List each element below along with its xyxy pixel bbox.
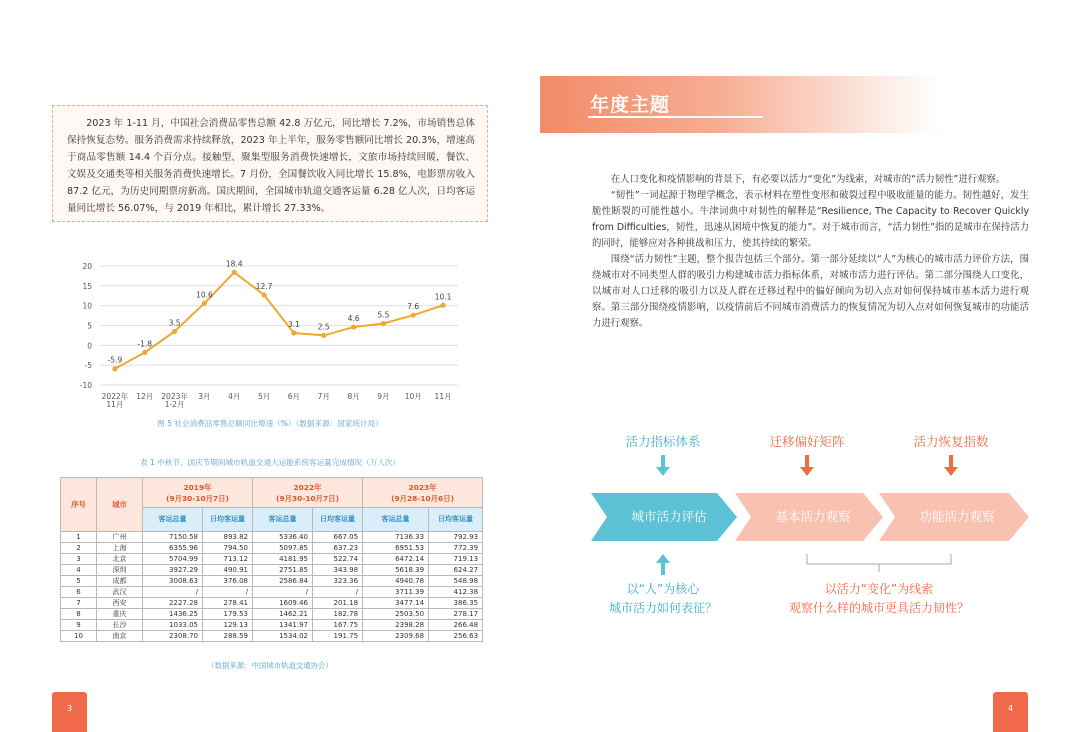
data-label: 5.5 (377, 310, 390, 320)
cell-value: 191.75 (313, 631, 363, 642)
cell-city: 成都 (97, 576, 143, 587)
cell-value: 624.27 (429, 565, 483, 576)
data-label: 10.6 (196, 290, 213, 300)
cell-value: 1436.25 (143, 609, 203, 620)
cell-seq: 4 (61, 565, 97, 576)
table-row (61, 598, 483, 609)
cell-value: 5336.40 (253, 532, 313, 543)
table-row (61, 554, 483, 565)
cell-value: 288.59 (203, 631, 253, 642)
cell-value: 1609.46 (253, 598, 313, 609)
subheader-daily: 日均客运量 (429, 508, 483, 532)
cell-value: 3008.63 (143, 576, 203, 587)
header-period-2022: 2022年 (9月30-10月7日) (253, 478, 363, 508)
cell-city: 上海 (97, 543, 143, 554)
intro-text-box (52, 105, 488, 222)
cell-value: 167.75 (313, 620, 363, 631)
x-tick-label: 1-2月 (164, 400, 185, 409)
x-tick-label: 2022年 (101, 392, 129, 401)
cell-value: 182.78 (313, 609, 363, 620)
cell-value: 2308.70 (143, 631, 203, 642)
theme-title: 年度主题 (590, 94, 671, 116)
flow-top-label: 活力恢复指数 (913, 434, 989, 449)
cell-value: 6355.96 (143, 543, 203, 554)
x-tick-label: 3月 (198, 392, 211, 401)
cell-value: 412.38 (429, 587, 483, 598)
cell-value: 5618.39 (363, 565, 429, 576)
theme-paragraph: 在人口变化和疫情影响的背景下，有必要以活力“变化”为线索，对城市的“活力韧性”进行观察。 (610, 174, 1006, 185)
table-body (61, 532, 483, 642)
x-tick-label: 2023年 (161, 392, 188, 401)
x-tick-label: 5月 (257, 392, 271, 401)
cell-value: 637.23 (313, 543, 363, 554)
cell-value: 3711.39 (363, 587, 429, 598)
cell-value: 6951.53 (363, 543, 429, 554)
y-tick-label: 5 (87, 321, 92, 331)
table-title: 表 1 中秋节、国庆节期间城市轨道交通大运能系统客运量完成情况（万人次） (139, 458, 401, 467)
data-label: 2.5 (317, 322, 330, 332)
arrow-up-icon (656, 554, 670, 575)
arrow-down-icon (944, 455, 958, 476)
data-label: 7.6 (407, 302, 420, 312)
flow-step-label: 功能活力观察 (919, 509, 995, 524)
series-line (115, 272, 443, 368)
theme-underline (588, 116, 763, 118)
data-point (202, 301, 207, 306)
x-tick-label: 7月 (317, 392, 330, 401)
page-number-right: 4 (993, 692, 1028, 732)
y-tick-label: 20 (82, 262, 92, 271)
retail-growth-line-chart (58, 250, 468, 415)
cell-value: 7150.58 (143, 532, 203, 543)
cell-city: 西安 (97, 598, 143, 609)
flow-bottom-label: 以活力“变化”为线索 (824, 582, 934, 596)
x-tick-label: 10月 (404, 392, 422, 401)
data-label: 3.1 (287, 320, 300, 330)
cell-value: 667.05 (313, 532, 363, 543)
flow-bottom-label: 观察什么样的城市更具活力韧性？ (788, 601, 970, 615)
cell-value: 719.13 (429, 554, 483, 565)
cell-value: 3927.29 (143, 565, 203, 576)
data-point (351, 324, 356, 329)
cell-city: 南京 (97, 631, 143, 642)
cell-value: 4181.95 (253, 554, 313, 565)
cell-value: 5704.99 (143, 554, 203, 565)
cell-city: 长沙 (97, 620, 143, 631)
header-period-2019: 2019年 (9月30-10月7日) (143, 478, 253, 508)
cell-value: 6472.14 (363, 554, 429, 565)
x-tick-label: 12月 (136, 392, 154, 401)
data-point (142, 350, 147, 355)
cell-value: / (253, 587, 313, 598)
data-point (232, 270, 237, 275)
cell-value: 2503.50 (363, 609, 429, 620)
cell-city: 深圳 (97, 565, 143, 576)
data-point (261, 292, 266, 297)
cell-value: / (203, 587, 253, 598)
header-seq: 序号 (61, 478, 97, 532)
y-tick-label: -5 (84, 361, 92, 371)
data-label: 4.6 (347, 314, 360, 324)
cell-city: 广州 (97, 532, 143, 543)
theme-paragraph: 围绕“活力韧性”主题，整个报告包括三个部分。第一部分延续以“人”为核心的城市活力评价方法，围绕城市对不同类型人群的吸引力构建城市活力指标体系，对城市活力进行评估。第二部分围绕人口变化，以城市对人口迁移的吸引力以及人群在迁移过程中的偏好倾向为切入点对如何保持城市基本活力进行观察。第三部分围绕疫情影响，以疫情前后不同城市消费活力的恢复情况为切入点对如何恢复城市的功能活力进行观察。 (592, 254, 1029, 329)
x-tick-label: 6月 (287, 392, 301, 401)
figure-caption: 图 5 社会消费品零售总额同比增速（%）（数据来源：国家统计局） (157, 419, 383, 428)
x-tick-label: 11月 (434, 392, 452, 401)
cell-value: 2586.84 (253, 576, 313, 587)
cell-value: 386.35 (429, 598, 483, 609)
header-period-2023: 2023年 (9月28-10月6日) (363, 478, 483, 508)
cell-seq: 6 (61, 587, 97, 598)
table-row (61, 565, 483, 576)
cell-value: 792.93 (429, 532, 483, 543)
y-tick-label: 15 (82, 281, 92, 291)
table-row (61, 587, 483, 598)
arrow-down-icon (800, 455, 814, 476)
cell-value: 1534.02 (253, 631, 313, 642)
cell-seq: 10 (61, 631, 97, 642)
y-tick-label: 0 (87, 341, 92, 351)
cell-value: 278.41 (203, 598, 253, 609)
cell-value: 2751.85 (253, 565, 313, 576)
cell-value: 201.18 (313, 598, 363, 609)
cell-seq: 9 (61, 620, 97, 631)
cell-value: 5097.85 (253, 543, 313, 554)
x-tick-label: 8月 (347, 392, 360, 401)
subheader-total: 客运总量 (253, 508, 313, 532)
flow-top-label: 活力指标体系 (625, 434, 701, 449)
cell-value: 3477.14 (363, 598, 429, 609)
cell-value: 548.98 (429, 576, 483, 587)
cell-value: / (143, 587, 203, 598)
cell-value: / (313, 587, 363, 598)
table-row (61, 576, 483, 587)
table-row (61, 532, 483, 543)
cell-value: 2227.28 (143, 598, 203, 609)
cell-city: 武汉 (97, 587, 143, 598)
data-point (321, 333, 326, 338)
table-row (61, 543, 483, 554)
y-tick-label: -10 (79, 381, 92, 390)
data-point (172, 329, 177, 334)
data-label: -5.9 (107, 355, 123, 365)
cell-city: 重庆 (97, 609, 143, 620)
table-row (61, 620, 483, 631)
cell-value: 4940.78 (363, 576, 429, 587)
cell-value: 256.63 (429, 631, 483, 642)
subheader-total: 客运总量 (143, 508, 203, 532)
table-row (61, 609, 483, 620)
subheader-total: 客运总量 (363, 508, 429, 532)
cell-value: 893.82 (203, 532, 253, 543)
header-city: 城市 (97, 478, 143, 532)
x-tick-label: 9月 (377, 392, 390, 401)
data-point (411, 313, 416, 318)
cell-value: 2398.28 (363, 620, 429, 631)
cell-seq: 5 (61, 576, 97, 587)
x-tick-label: 11月 (106, 400, 124, 409)
cell-value: 1462.21 (253, 609, 313, 620)
theme-paragraph: “韧性”一词起源于物理学概念，表示材料在塑性变形和破裂过程中吸收能量的能力。韧性越好，发生脆性断裂的可能性越小。牛津词典中对韧性的解释是“Resilience, The Capacity to Recover Quickly from Difficulties，韧性，迅速从困境中恢复的能力”。对于城市而言，“活力韧性”指的是城市在保持活力的同时，能够应对各种挑战和压力，使其持续的繁荣。 (592, 190, 1029, 249)
table-row (61, 631, 483, 642)
cell-value: 2309.68 (363, 631, 429, 642)
flow-step-label: 基本活力观察 (775, 509, 851, 524)
cell-city: 北京 (97, 554, 143, 565)
cell-value: 266.48 (429, 620, 483, 631)
flow-bottom-label: 城市活力如何表征？ (608, 601, 718, 615)
report-structure-diagram (585, 430, 1035, 620)
cell-seq: 1 (61, 532, 97, 543)
bracket-line (807, 554, 951, 564)
cell-value: 179.53 (203, 609, 253, 620)
cell-value: 713.12 (203, 554, 253, 565)
data-point (440, 303, 445, 308)
metro-ridership-table (60, 477, 483, 642)
cell-value: 323.36 (313, 576, 363, 587)
data-label: 10.1 (434, 292, 452, 302)
subheader-daily: 日均客运量 (313, 508, 363, 532)
flow-bottom-label: 以“人”为核心 (626, 582, 700, 596)
cell-seq: 3 (61, 554, 97, 565)
cell-value: 490.91 (203, 565, 253, 576)
data-label: 12.7 (255, 281, 273, 291)
arrow-down-icon (656, 455, 670, 476)
flow-step-label: 城市活力评估 (631, 509, 707, 524)
cell-value: 278.17 (429, 609, 483, 620)
data-label: 18.4 (225, 259, 243, 269)
data-label: 3.5 (168, 318, 181, 328)
cell-value: 1033.05 (143, 620, 203, 631)
subheader-daily: 日均客运量 (203, 508, 253, 532)
x-tick-label: 4月 (228, 392, 241, 401)
cell-value: 7136.33 (363, 532, 429, 543)
theme-body-text (592, 172, 1029, 332)
cell-value: 1341.97 (253, 620, 313, 631)
data-point (112, 366, 117, 371)
flow-top-label: 迁移偏好矩阵 (769, 434, 845, 449)
cell-seq: 8 (61, 609, 97, 620)
cell-seq: 7 (61, 598, 97, 609)
cell-value: 772.39 (429, 543, 483, 554)
page-number-left: 3 (52, 692, 87, 732)
intro-paragraph: 2023 年 1-11 月，中国社会消费品零售总额 42.8 万亿元，同比增长 7.2%，市场销售总体保持恢复态势。服务消费需求持续释放，2023 年上半年，服务零售额同比增长 20.3%，增速高于商品零售额 14.4 个百分点。接触型、聚集型服务消费快速增长，文旅市场持续回暖，餐饮、文娱及交通类等相关服务消费快速增长。7 月份，全国餐饮收入同比增长 15.8%，电影票房收入 87.2 亿元，为历史同期票房新高。国庆期间，全国城市轨道交通客运量 6.28 亿人次，日均客运量同比增长 56.07%，与 2019 年相比，累计增长 27.33%。 (67, 118, 475, 214)
cell-value: 794.50 (203, 543, 253, 554)
y-tick-label: 10 (82, 301, 92, 311)
cell-value: 343.98 (313, 565, 363, 576)
table-source-note: （数据来源：中国城市轨道交通协会） (207, 661, 333, 670)
cell-value: 129.13 (203, 620, 253, 631)
data-point (291, 330, 296, 335)
data-point (381, 321, 386, 326)
cell-seq: 2 (61, 543, 97, 554)
data-label: -1.8 (137, 339, 153, 349)
cell-value: 376.08 (203, 576, 253, 587)
cell-value: 522.74 (313, 554, 363, 565)
